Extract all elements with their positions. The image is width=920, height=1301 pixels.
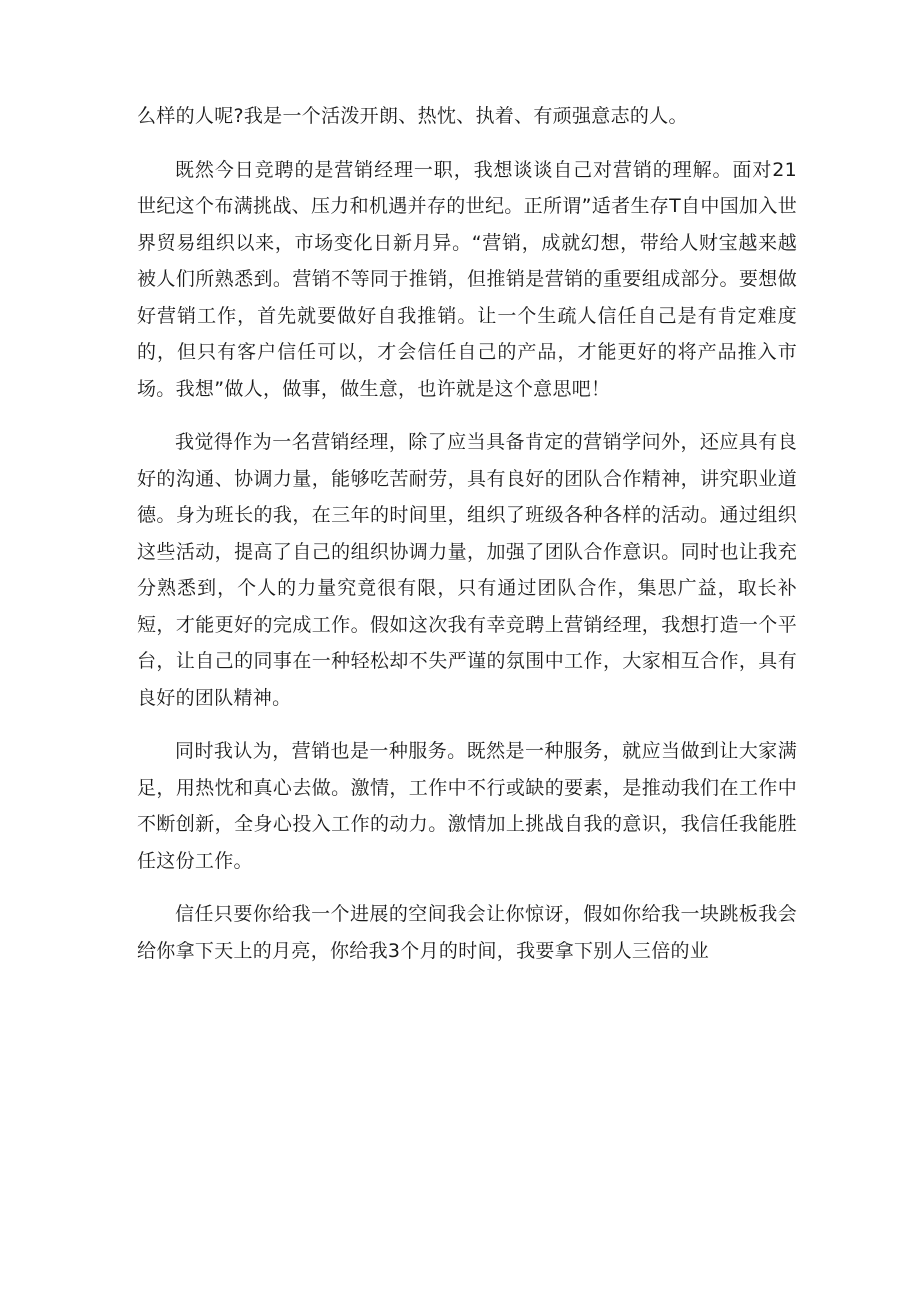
paragraph-2: 既然今日竞聘的是营销经理一职，我想谈谈自己对营销的理解。面对21世纪这个布满挑战、压力和机遇并存的世纪。正所谓”适者生存T自中国加入世界贸易组织以来，市场变化日新月异。“营销，成就幻想，带给人财宝越来越被人们所熟悉到。营销不等同于推销，但推销是营销的重要组成部分。要想做好营销工作，首先就要做好自我推销。让一个生疏人信任自己是有肯定难度的，但只有客户信任可以，才会信任自己的产品，才能更好的将产品推入市场。我想”做人，做事，做生意，也许就是这个意思吧！ (137, 158, 797, 400)
paragraph-5: 信任只要你给我一个进展的空间我会让你惊讶，假如你给我一块跳板我会给你拿下天上的月亮，你给我3个月的时间，我要拿下别人三倍的业 (137, 903, 797, 962)
paragraph-1: 么样的人呢?我是一个活泼开朗、热忱、执着、有顽强意志的人。 (137, 105, 688, 127)
body-text (137, 98, 797, 986)
paragraph-4: 同时我认为，营销也是一种服务。既然是一种服务，就应当做到让大家满足，用热忱和真心去做。激情，工作中不行或缺的要素，是推动我们在工作中不断创新，全身心投入工作的动力。激情加上挑战自我的意识，我信任我能胜任这份工作。 (137, 740, 797, 872)
paragraph-3: 我觉得作为一名营销经理，除了应当具备肯定的营销学问外，还应具有良好的沟通、协调力量，能够吃苦耐劳，具有良好的团队合作精神，讲究职业道德。身为班长的我，在三年的时间里，组织了班级各种各样的活动。通过组织这些活动，提高了自己的组织协调力量，加强了团队合作意识。同时也让我充分熟悉到，个人的力量究竟很有限，只有通过团队合作，集思广益，取长补短，才能更好的完成工作。假如这次我有幸竞聘上营销经理，我想打造一个平台，让自己的同事在一种轻松却不失严谨的氛围中工作，大家相互合作，具有良好的团队精神。 (137, 431, 797, 709)
